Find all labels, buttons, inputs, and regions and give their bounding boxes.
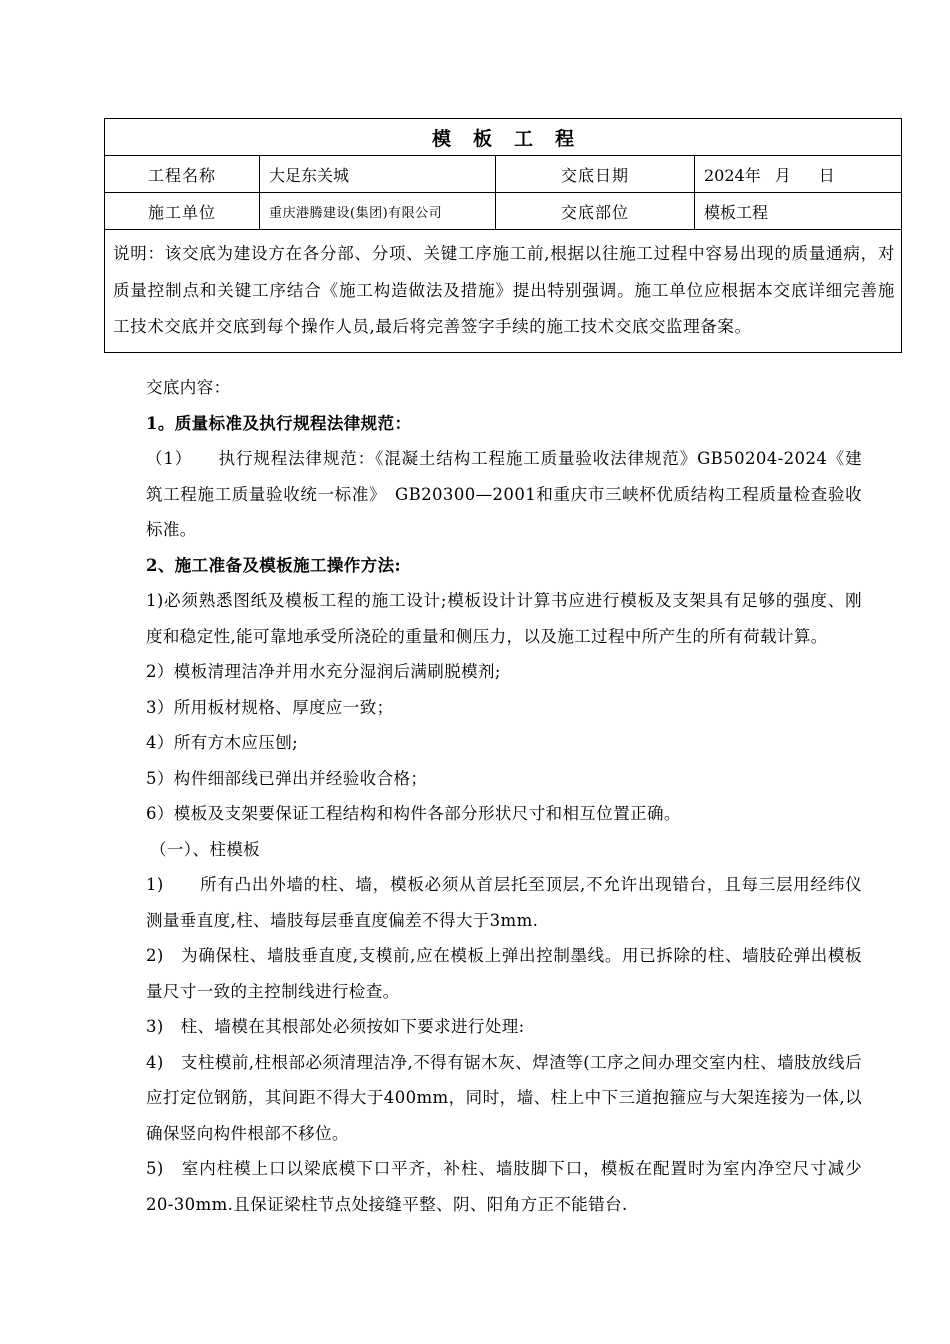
paragraph: 3) 柱、墙模在其根部处必须按如下要求进行处理: — [146, 1017, 525, 1036]
paragraph: 6）模板及支架要保证工程结构和构件各部分形状尺寸和相互位置正确。 — [146, 804, 681, 823]
paragraph — [146, 867, 862, 938]
handover-content — [146, 370, 862, 1222]
contractor-label: 施工单位 — [105, 193, 260, 230]
content-intro: 交底内容： — [146, 378, 231, 397]
paragraph: 1)必须熟悉图纸及模板工程的施工设计;模板设计计算书应进行模板及支架具有足够的强度、刚度和稳定性,能可靠地承受所浇砼的重量和侧压力，以及施工过程中所产生的所有荷载计算。 — [146, 591, 862, 646]
paragraph: 5）构件细部线已弹出并经验收合格； — [146, 768, 428, 788]
item-text: 所有凸出外墙的柱、墙，模板必须从首层托至顶层,不允许出现错台，且每三层用经纬仪测量垂直度,柱、墙肢每层垂直度偏差不得大于3mm. — [146, 875, 862, 930]
paragraph: 4) 支柱模前,柱根部必须清理洁净,不得有锯木灰、焊渣等(工序之间办理交室内柱、墙肢放线后应打定位钢筋，其间距不得大于400mm，同时，墙、柱上中下三道抱箍应与大架连接为一体,以确保竖向构件根部不移位。 — [146, 1052, 862, 1143]
paragraph: 5) 室内柱模上口以梁底模下口平齐，补柱、墙肢脚下口，模板在配置时为室内净空尺寸减少20-30mm.且保证梁柱节点处接缝平整、阴、阳角方正不能错台. — [146, 1159, 862, 1214]
paragraph: 4）所有方木应压刨; — [146, 733, 299, 752]
handover-date-label: 交底日期 — [496, 156, 695, 193]
date-year: 2024年 — [704, 165, 761, 185]
document-title: 模板工程 — [432, 127, 597, 150]
project-name-value: 大足东关城 — [260, 156, 496, 193]
date-month: 月 — [774, 165, 791, 185]
paragraph — [146, 441, 862, 548]
item-text: 执行规程法律规范：《混凝土结构工程施工质量验收法律规范》GB50204-2024《建筑工程施工质量验收统一标准》 GB20300—2001和重庆市三峡杯优质结构工程质量检查验收标准。 — [146, 449, 862, 539]
table-row — [105, 193, 902, 230]
handover-part-label: 交底部位 — [496, 193, 695, 230]
section-heading-quality-standards: 1。质量标准及执行规程法律规范： — [146, 413, 412, 433]
item-number: 1) — [146, 875, 164, 894]
section-heading-construction-prep: 2、施工准备及模板施工操作方法: — [146, 555, 401, 575]
date-day: 日 — [818, 165, 835, 185]
subsection-heading-column-formwork: （一）、柱模板 — [150, 839, 261, 859]
project-name-label: 工程名称 — [105, 156, 260, 193]
contractor-value: 重庆港腾建设(集团)有限公司 — [260, 193, 496, 230]
description-note: 说明：该交底为建设方在各分部、分项、关键工序施工前,根据以往施工过程中容易出现的质量通病，对质量控制点和关键工序结合《施工构造做法及措施》提出特别强调。施工单位应根据本交底详细完善施工技术交底并交底到每个操作人员,最后将完善签字手续的施工技术交底交监理备案。 — [105, 230, 902, 353]
header-table — [104, 118, 902, 353]
table-title-cell — [105, 119, 902, 156]
paragraph: 2）模板清理洁净并用水充分湿润后满刷脱模剂; — [146, 662, 501, 681]
paragraph: 3）所用板材规格、厚度应一致； — [146, 697, 394, 717]
handover-part-value: 模板工程 — [695, 193, 902, 230]
handover-date-value — [695, 156, 902, 193]
item-number: （1） — [146, 449, 193, 468]
paragraph: 2) 为确保柱、墙肢垂直度,支模前,应在模板上弹出控制墨线。用已拆除的柱、墙肢砼弹出模板量尺寸一致的主控制线进行检查。 — [146, 946, 862, 1001]
table-row — [105, 156, 902, 193]
